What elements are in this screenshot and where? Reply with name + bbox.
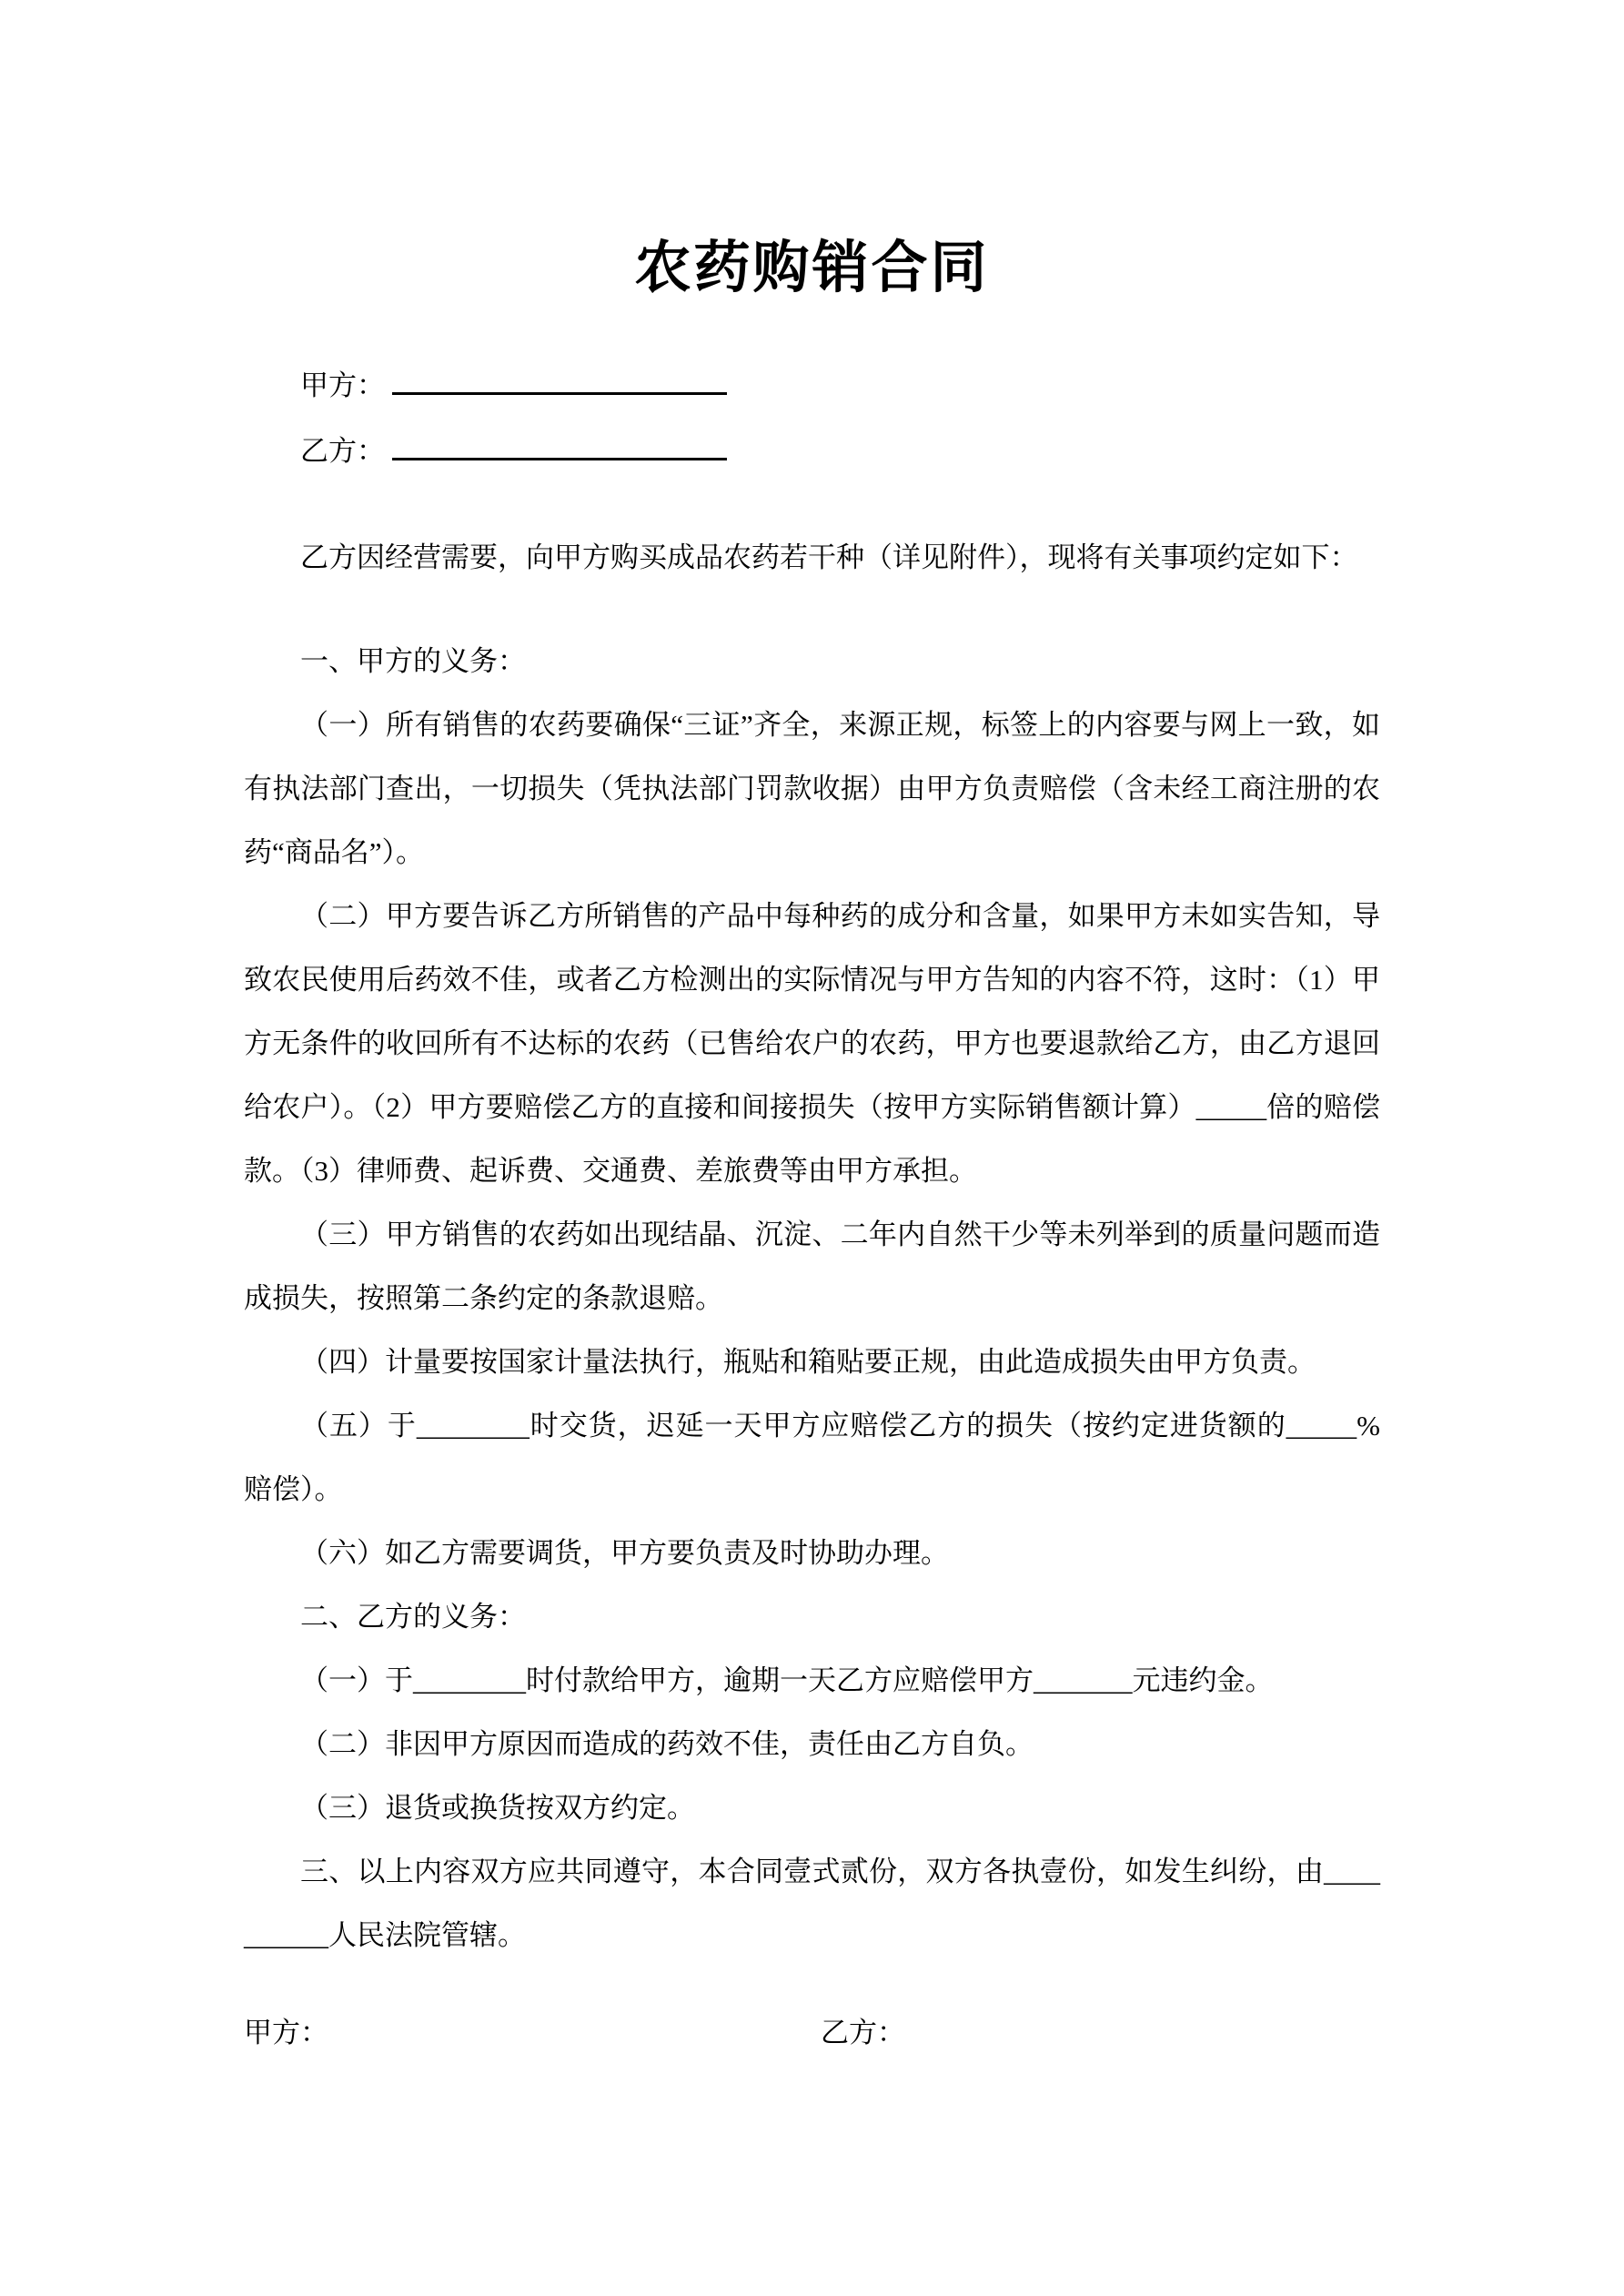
section1-clause-1: （一）所有销售的农药要确保“三证”齐全，来源正规，标签上的内容要与网上一致，如有执法部门查出，一切损失（凭执法部门罚款收据）由甲方负责赔偿（含未经工商注册的农药“商品名”）。 [244,709,1380,868]
intro-paragraph: 乙方因经营需要，向甲方购买成品农药若干种（详见附件），现将有关事项约定如下： [300,541,1358,573]
document-title: 农药购销合同 [634,238,990,299]
signature-party-b-label: 乙方： [821,2017,905,2048]
party-a-blank-field[interactable] [392,364,727,395]
section1-clause-2: （二）甲方要告诉乙方所销售的产品中每种药的成分和含量，如果甲方未如实告知，导致农民使用后药效不佳，或者乙方检测出的实际情况与甲方告知的内容不符，这时：（1）甲方无条件的收回所有不达标的农药（已售给农户的农药，甲方也要退款给乙方，由乙方退回给农户）。（2）甲方要赔偿乙方的直接和间接损失（按甲方实际销售额计算）_____倍的赔偿款。（3）律师费、起诉费、交通费、差旅费等由甲方承担。 [244,900,1380,1187]
signature-row [244,2001,1380,2065]
section1-clause-5: （五）于________时交货，迟延一天甲方应赔偿乙方的损失（按约定进货额的_____%赔偿）。 [244,1410,1380,1505]
section1-clause-4: （四）计量要按国家计量法执行，瓶贴和箱贴要正规，由此造成损失由甲方负责。 [300,1346,1316,1378]
party-a-line [244,353,1380,419]
section1-heading: 一、甲方的义务： [300,645,526,677]
party-b-line [244,419,1380,484]
section1-clause-3: （三）甲方销售的农药如出现结晶、沉淀、二年内自然干少等未列举到的质量问题而造成损失，按照第二条约定的条款退赔。 [244,1219,1380,1314]
section2-clause-3: （三）退货或换货按双方约定。 [300,1792,695,1824]
party-a-label: 甲方： [300,369,385,401]
signature-party-a-label: 甲方： [244,2017,328,2048]
section2-clause-1: （一）于________时付款给甲方，逾期一天乙方应赔偿甲方_______元违约金。 [300,1664,1274,1696]
party-b-label: 乙方： [300,435,385,467]
section1-clause-6: （六）如乙方需要调货，甲方要负责及时协助办理。 [300,1537,949,1569]
section3-clause: 三、以上内容双方应共同遵守，本合同壹式贰份，双方各执壹份，如发生纠纷，由__________人民法院管辖。 [244,1856,1380,1951]
section2-heading: 二、乙方的义务： [300,1601,526,1633]
party-b-blank-field[interactable] [392,430,727,460]
section2-clause-2: （二）非因甲方原因而造成的药效不佳，责任由乙方自负。 [300,1728,1034,1760]
